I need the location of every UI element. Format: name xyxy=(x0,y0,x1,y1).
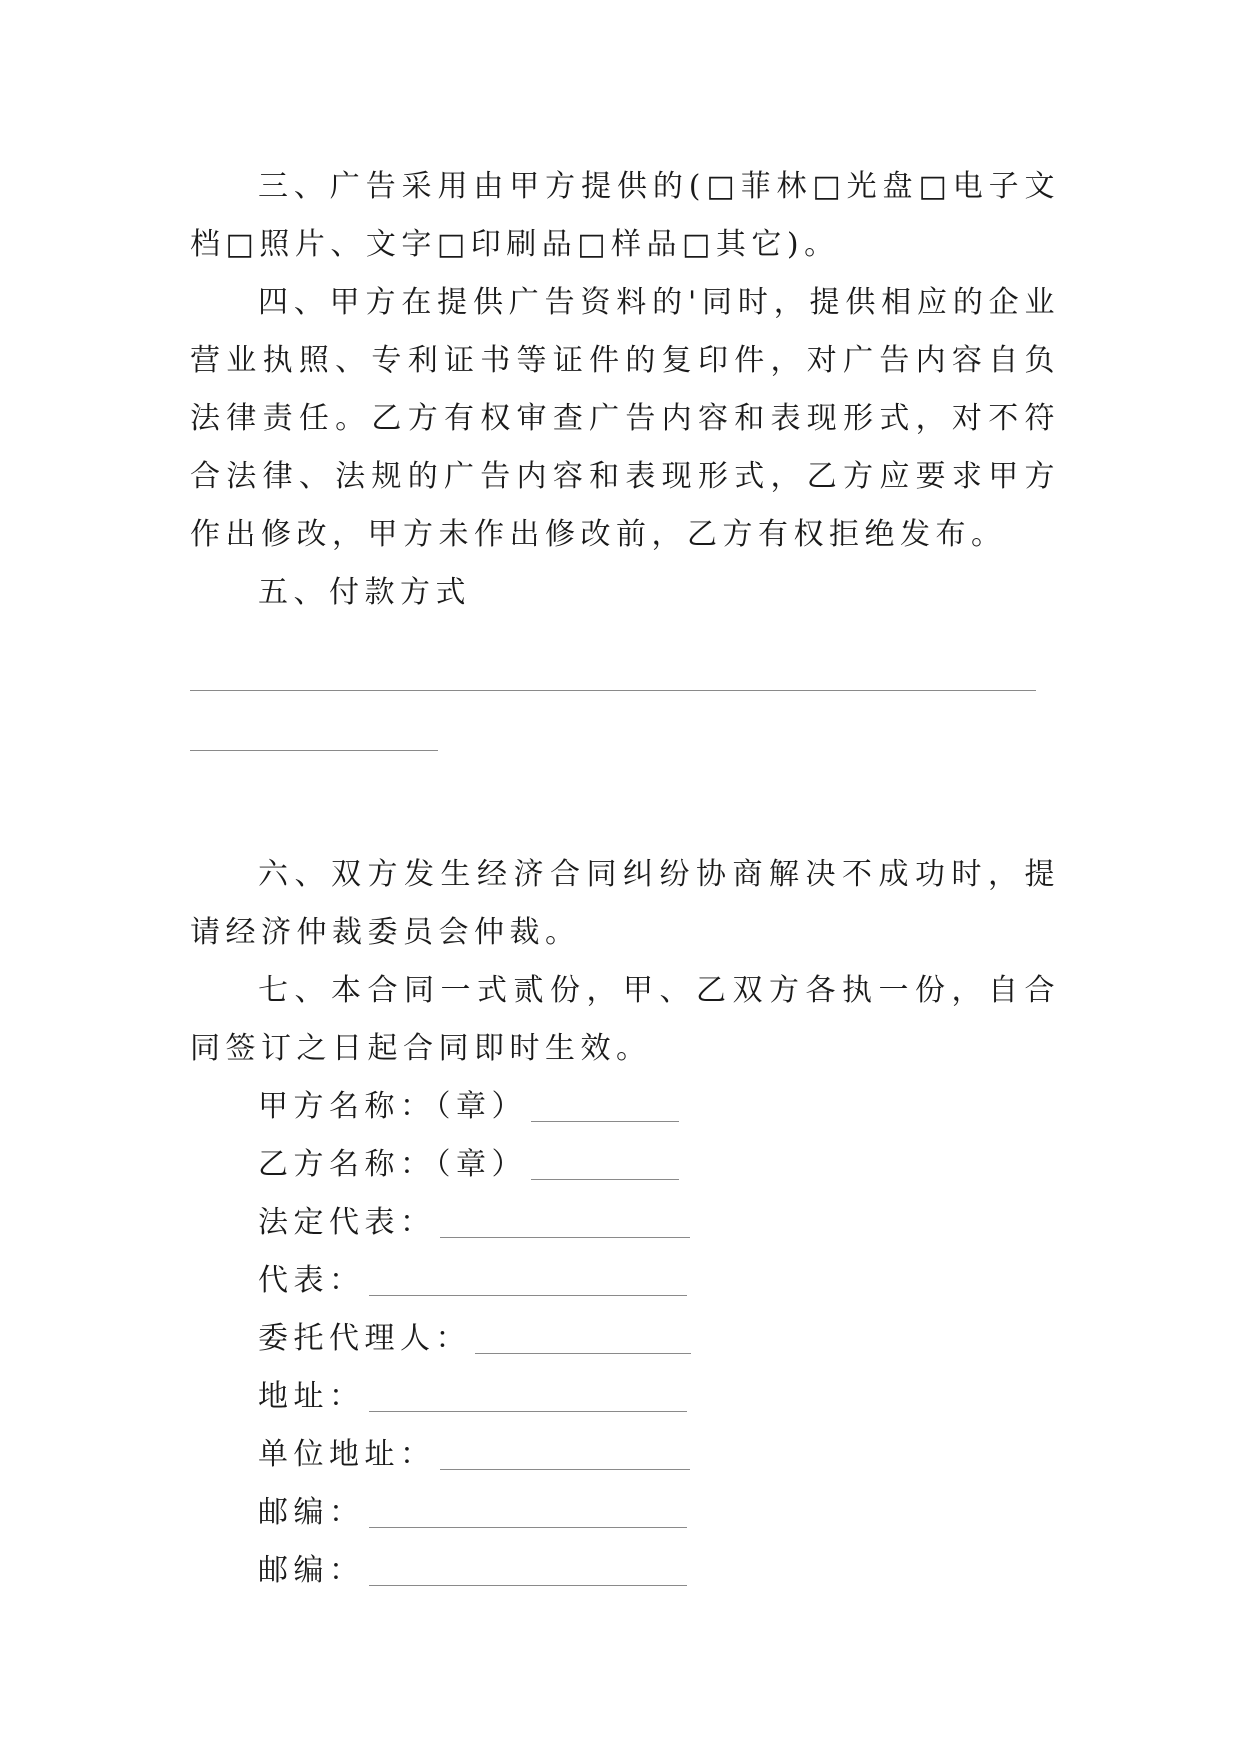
field-company-address xyxy=(190,1426,1060,1484)
field-legal-representative xyxy=(190,1194,1060,1252)
payment-blank-area xyxy=(190,622,1060,846)
clause-3: 三、广告采用由甲方提供的(□菲林□光盘□电子文档□照片、文字□印刷品□样品□其它)。 xyxy=(190,169,1060,262)
field-blank xyxy=(369,1585,687,1586)
field-label: 委托代理人： xyxy=(258,1321,471,1356)
payment-blank-line-short xyxy=(190,750,438,751)
contract-page-body xyxy=(190,158,1060,1600)
signature-fields xyxy=(190,1078,1060,1600)
field-label: 邮编： xyxy=(258,1553,365,1588)
field-representative xyxy=(190,1252,1060,1310)
field-label: 邮编： xyxy=(258,1495,365,1530)
field-blank xyxy=(369,1527,687,1528)
payment-blank-line-long xyxy=(190,690,1036,691)
field-blank xyxy=(440,1469,690,1470)
field-label: 甲方名称：（章） xyxy=(258,1089,527,1124)
clause-4: 四、甲方在提供广告资料的'同时，提供相应的企业营业执照、专利证书等证件的复印件，对广告内容自负法律责任。乙方有权审查广告内容和表现形式，对不符合法律、法规的广告内容和表现形式，乙方应要求甲方作出修改，甲方未作出修改前，乙方有权拒绝发布。 xyxy=(190,285,1060,552)
field-label: 法定代表： xyxy=(258,1205,436,1240)
field-label: 乙方名称：（章） xyxy=(258,1147,527,1182)
field-label: 单位地址： xyxy=(258,1437,436,1472)
clause-5-payment-heading: 五、付款方式 xyxy=(258,575,471,610)
clause-6: 六、双方发生经济合同纠纷协商解决不成功时，提请经济仲裁委员会仲裁。 xyxy=(190,857,1060,950)
field-blank xyxy=(369,1295,687,1296)
field-postcode-1 xyxy=(190,1484,1060,1542)
field-party-b-name xyxy=(190,1136,1060,1194)
field-address xyxy=(190,1368,1060,1426)
field-blank xyxy=(475,1353,691,1354)
clause-7: 七、本合同一式贰份，甲、乙双方各执一份，自合同签订之日起合同即时生效。 xyxy=(190,973,1060,1066)
field-blank xyxy=(440,1237,690,1238)
field-label: 代表： xyxy=(258,1263,365,1298)
field-agent xyxy=(190,1310,1060,1368)
field-blank xyxy=(531,1179,679,1180)
field-blank xyxy=(369,1411,687,1412)
field-postcode-2 xyxy=(190,1542,1060,1600)
field-party-a-name xyxy=(190,1078,1060,1136)
field-label: 地址： xyxy=(258,1379,365,1414)
field-blank xyxy=(531,1121,679,1122)
